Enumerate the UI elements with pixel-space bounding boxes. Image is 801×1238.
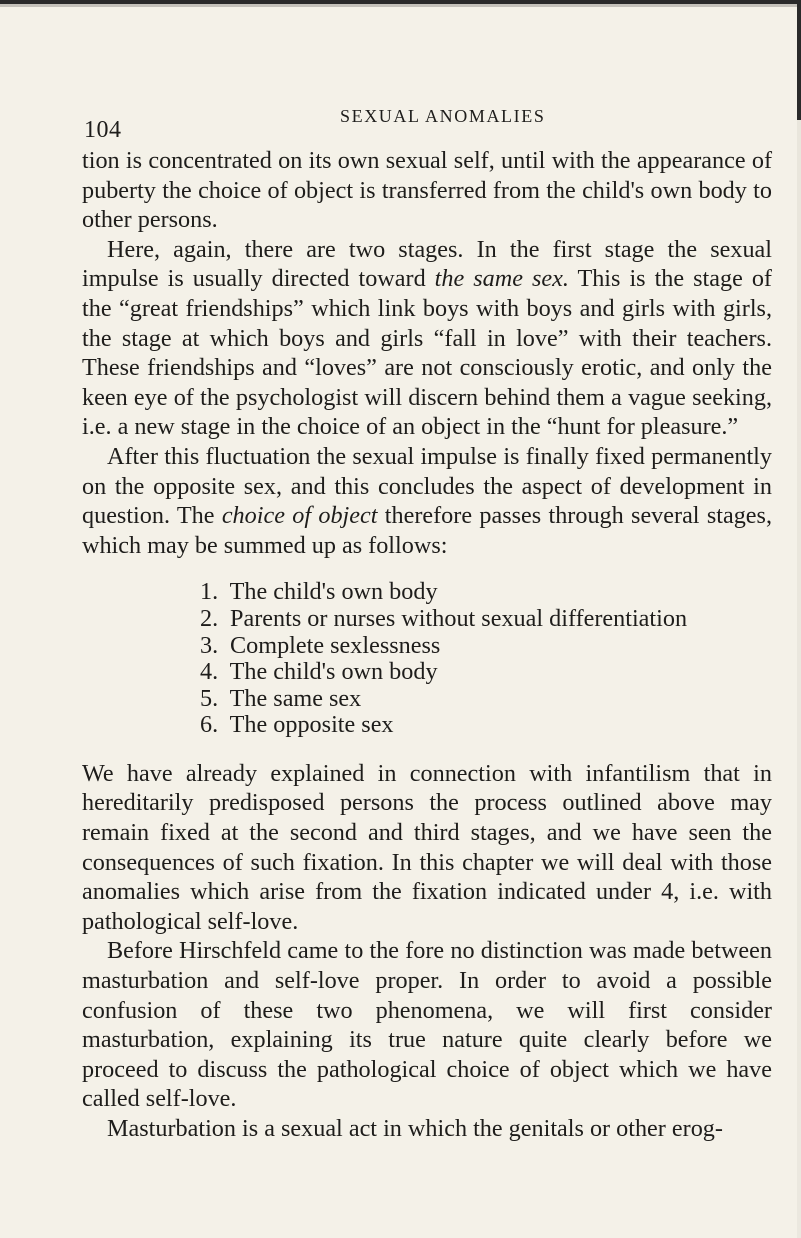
stages-list	[82, 579, 772, 739]
list-item-text: Parents or nurses without sexual differentiation	[230, 604, 688, 632]
running-title: SEXUAL ANOMALIES	[340, 106, 546, 126]
paragraph-text: Here, again, there are two stages. In the first stage the sexual impulse is usually directed toward	[82, 235, 772, 293]
page-body	[82, 146, 772, 1144]
paragraph-masturbation: Masturbation is a sexual act in which the genitals or other erog-	[107, 1115, 723, 1142]
list-item-text: The same sex	[229, 684, 362, 712]
paragraph-text: This is the stage of the “great friendships” which link boys with boys and girls with girls, the stage at which boys and girls “fall in love” with their teachers. These friendships and “loves” are not consciously erotic, and only the keen eye of the psychologist will discern behind them a vague seeking, i.e. a new stage in the choice of an object in the “hunt for pleasure.”	[82, 265, 772, 441]
list-item	[200, 579, 772, 606]
list-item-number: 2.	[200, 604, 219, 632]
paragraph-two-stages	[82, 235, 772, 442]
page-right-edge	[797, 0, 801, 1238]
list-item-number: 6.	[200, 711, 219, 739]
page-top-shadow	[0, 4, 801, 7]
page-number: 104	[84, 117, 122, 143]
list-item	[200, 606, 772, 633]
paragraph-hirschfeld: Before Hirschfeld came to the fore no distinction was made between masturbation and self-love proper. In order to avoid a possible confusion of these two phenomena, we will first consider masturbation, explaining its true nature quite clearly before we proceed to discuss the pathological choice of object which we have called self-love.	[82, 937, 772, 1113]
list-item	[200, 686, 772, 713]
running-head	[84, 99, 774, 143]
emphasis-choice-of-object: choice of object	[221, 502, 378, 530]
list-item-number: 5.	[200, 684, 219, 712]
list-item-text: The child's own body	[229, 578, 438, 606]
list-item-number: 4.	[200, 658, 219, 686]
list-item	[200, 659, 772, 686]
paragraph-text: After this fluctuation the sexual impulse is finally fixed permanently on the opposite sex, and this concludes the aspect of development in question. The	[82, 442, 772, 530]
list-item-text: The child's own body	[229, 658, 438, 686]
list-item-text: Complete sexlessness	[230, 631, 441, 659]
paragraph-continuation: tion is concentrated on its own sexual self, until with the appearance of puberty the choice of object is transferred from the child's own body to other persons.	[82, 147, 772, 234]
paragraph-fluctuation	[82, 442, 772, 560]
paragraph-infantilism: We have already explained in connection with infantilism that in hereditarily predisposed persons the process outlined above may remain fixed at the second and third stages, and we have seen the consequences of such fixation. In this chapter we will deal with those anomalies which arise from the fixation indicated under 4, i.e. with pathological self-love.	[82, 759, 772, 935]
list-item-number: 1.	[200, 578, 219, 606]
list-item	[200, 712, 772, 739]
list-item-number: 3.	[200, 631, 219, 659]
emphasis-same-sex: the same sex.	[434, 265, 569, 293]
paragraph-text: therefore passes through several stages, which may be summed up as follows:	[82, 502, 772, 559]
list-item	[200, 633, 772, 660]
list-item-text: The opposite sex	[229, 711, 394, 739]
